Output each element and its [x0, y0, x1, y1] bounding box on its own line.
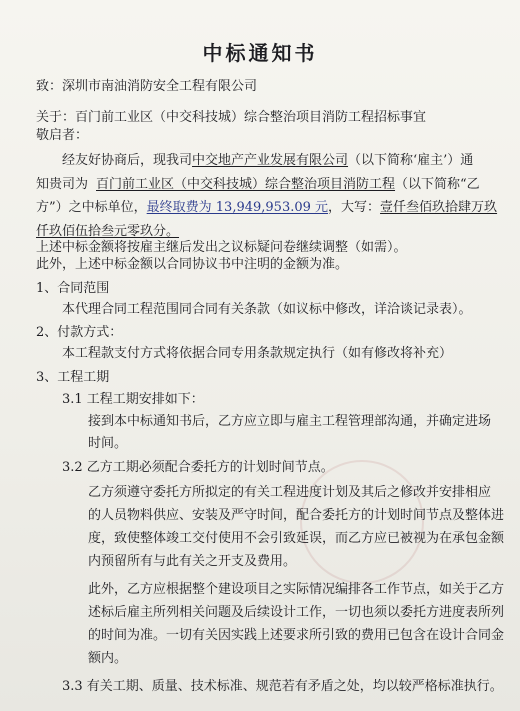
section-3-2-p1-line-1: 乙方须遵守委托方所拟定的有关工程进度计划及其后之修改并安排相应 — [88, 485, 492, 500]
text: ，大写： — [328, 200, 381, 215]
section-3-heading: 3、工程工期 — [36, 370, 110, 385]
text: 知贵司为 — [36, 177, 89, 192]
text: （以下简称“乙 — [395, 177, 480, 192]
text: （以下简称‘雇主’）通 — [348, 153, 474, 168]
award-paragraph-line-2 — [36, 176, 480, 194]
section-3-2-p2-line-1: 此外，乙方应根据整个建设项目之实际情况编排各工作节点，如关于乙方 — [88, 582, 505, 597]
section-3-2-p1-line-3: 度，致使整体竣工交付使用不会引致延误，而乙方应已被视为在承包金额 — [88, 531, 505, 546]
text: 方”）之中标单位， — [36, 200, 147, 215]
award-amount: 最终取费为 13,949,953.09 元 — [146, 200, 329, 215]
section-1-body: 本代理合同工程范围同合同有关条款（如议标中修改，详洽谈记录表）。 — [62, 302, 472, 317]
award-paragraph-line-1 — [62, 152, 473, 170]
project-name: 百门前工业区（中交科技城）综合整治项目消防工程 — [96, 177, 396, 192]
award-amount-uppercase: 壹仟叁佰玖拾肆万玖 — [380, 200, 498, 215]
section-3-1-line-2: 时间。 — [88, 436, 128, 451]
subject-line: 关于：百门前工业区（中交科技城）综合整治项目消防工程招标事宜 — [36, 110, 427, 125]
section-3-2-p2-line-4: 额内。 — [88, 651, 128, 666]
section-3-3: 3.3 有关工期、质量、技术标准、规范若有矛盾之处，均以较严格标准执行。 — [62, 679, 503, 694]
greeting: 敬启者： — [36, 128, 89, 143]
award-amount-uppercase-cont: 仟玖佰伍拾叁元零玖分。 — [36, 224, 180, 239]
section-2-heading: 2、付款方式： — [36, 325, 123, 340]
section-1-heading: 1、合同范围 — [36, 281, 110, 296]
contract-amount-note: 此外，上述中标金额以合同协议书中注明的金额为准。 — [36, 257, 349, 272]
section-3-2-p2-line-3: 的时间为准。一切有关因实践上述要求所引致的费用已包含在设计合同金 — [88, 628, 505, 643]
section-2-body: 本工程款支付方式将依据合同专用条款规定执行（如有修改将补充） — [62, 346, 453, 361]
section-3-1-line-1: 接到本中标通知书后，乙方应立即与雇主工程管理部沟通，并确定进场 — [88, 414, 492, 429]
section-3-2-p2-line-2: 述标后雇主所列相关问题及后续设计工作，一切也须以委托方进度表所列 — [88, 605, 505, 620]
text: 经友好协商后，现我司 — [62, 153, 193, 168]
section-3-2-heading: 3.2 乙方工期必须配合委托方的计划时间节点。 — [62, 460, 334, 475]
page-title: 中标通知书 — [202, 41, 318, 65]
employer-name: 中交地产产业发展有限公司 — [192, 153, 349, 168]
recipient-line: 致：深圳市南油消防安全工程有限公司 — [36, 79, 258, 94]
section-3-2-p1-line-2: 的人员物料供应、安装及严守时间，配合委托方的计划时间节点及整体进 — [88, 508, 505, 523]
adjustment-note: 上述中标金额将按雇主继后发出之议标疑问卷继续调整（如需）。 — [36, 240, 407, 255]
section-3-2-p1-line-4: 内预留所有与此有关之开支及费用。 — [88, 554, 297, 569]
section-3-1-heading: 3.1 工程工期安排如下： — [62, 392, 204, 407]
award-paragraph-line-3 — [36, 199, 497, 217]
